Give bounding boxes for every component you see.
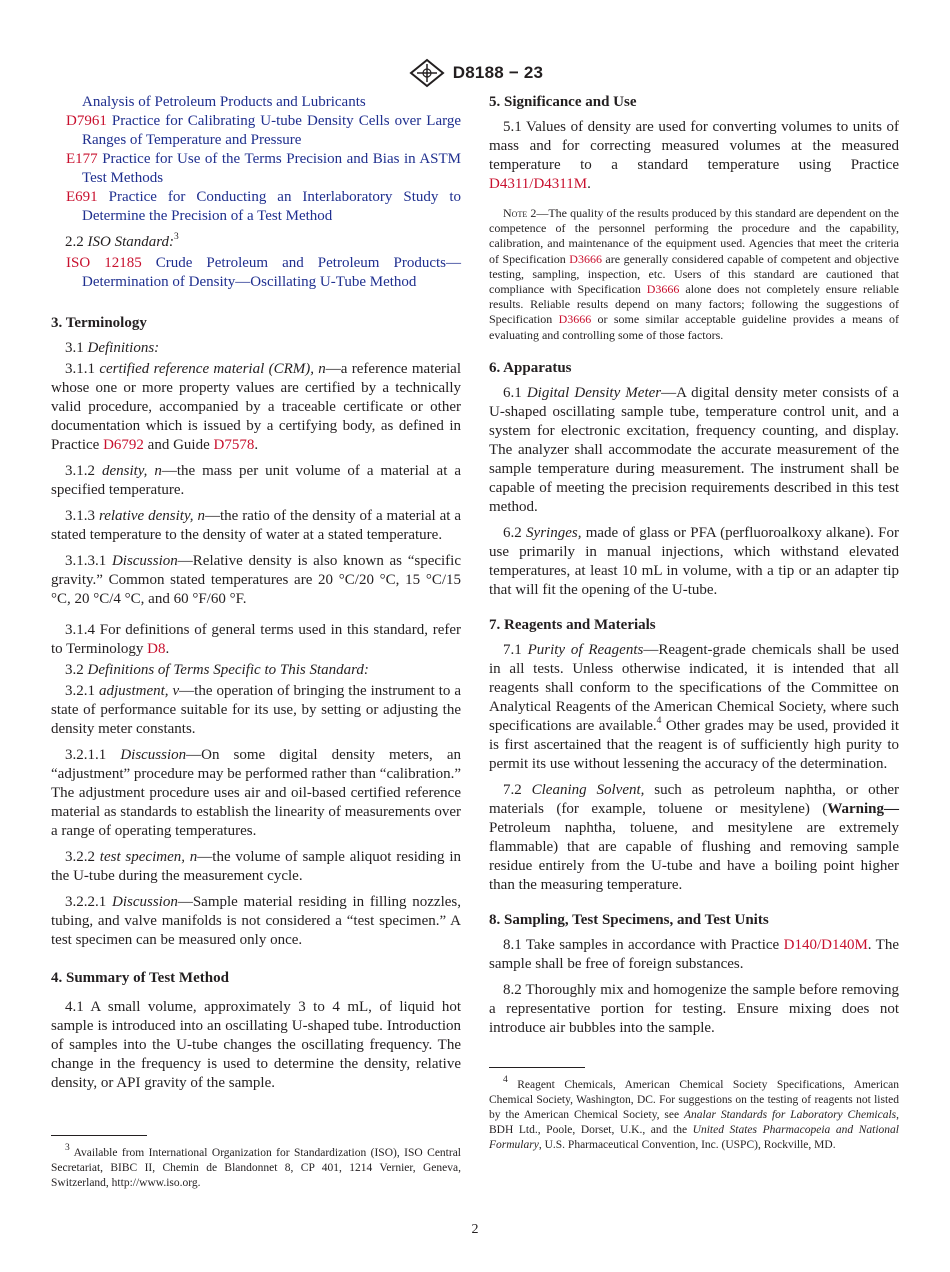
para-number: 6.1 <box>503 384 527 401</box>
para-text: —Relative density is also known as “specific gravity.” Common stated temperatures are 20 °C/20 °C, 15 °C/15 °C, 20 °C/4 °C, and 60 °F/60 °F. <box>51 553 461 607</box>
para-text: such as petroleum naphtha, or other materials (for example, toluene or mesitylene) ( <box>489 781 899 817</box>
footnote-divider <box>51 1135 147 1136</box>
discussion-label: Discussion <box>111 553 178 569</box>
para-title: Cleaning Solvent, <box>531 781 645 798</box>
reference-continuation: Analysis of Petroleum Products and Lubricants <box>82 94 366 110</box>
para-8-2: 8.2 Thoroughly mix and homogenize the sample before removing a representative portion for testing. Ensure mixing does not introduce air bubbles into the sample. <box>489 981 899 1036</box>
para-8-1 <box>489 936 899 974</box>
discussion-label: Discussion <box>120 747 187 763</box>
iso-standard-heading <box>51 233 461 252</box>
para-7-1 <box>489 641 899 774</box>
para-number: 3.1.2 <box>65 463 102 479</box>
footnote-text: , U.S. Pharmaceutical Convention, Inc. (USPC), Rockville, MD. <box>538 1138 836 1151</box>
para-text: —the operation of bringing the instrument to a state of performance suitable for its use, by setting or adjusting the density meter constants. <box>51 683 461 737</box>
para-text: —the mass per unit volume of a material at a specified temperature. <box>51 463 461 498</box>
footnote-ref-3: 3 <box>174 232 179 242</box>
para-text: and Guide <box>143 437 214 453</box>
document-designation: D8188 − 23 <box>452 63 544 82</box>
page-number: 2 <box>471 1222 479 1237</box>
para-text: . <box>254 437 259 453</box>
link-d8[interactable]: D8 <box>147 641 166 657</box>
para-3-1-2 <box>51 462 461 500</box>
ref-title-iso-12185[interactable]: Crude Petroleum and Petroleum Products—Determination of Density—Oscillating U-Tube Method <box>82 255 461 290</box>
para-number: 7.2 <box>503 781 532 798</box>
footnote-italic-title: Analar Standards for Laboratory Chemicals <box>684 1108 897 1121</box>
link-d3666[interactable]: D3666 <box>646 282 680 297</box>
para-3-1-4 <box>51 621 461 659</box>
para-number: 6.2 <box>503 524 527 541</box>
para-title: Syringes, <box>526 524 582 541</box>
link-d3666[interactable]: D3666 <box>569 251 602 266</box>
footnote-text: , BDH Ltd., Poole, Dorset, U.K., and the <box>489 1108 899 1136</box>
footnote-divider <box>489 1067 585 1068</box>
para-number: 3.1.3.1 <box>65 553 112 569</box>
para-number: 3.2 <box>65 662 88 678</box>
para-number: 3.2.2 <box>65 849 100 865</box>
para-title: Digital Density Meter <box>526 384 662 401</box>
note-label: Note <box>503 206 528 220</box>
para-3-1 <box>51 339 461 358</box>
note-2 <box>489 206 899 343</box>
para-text: —A digital density meter consists of a U-shaped oscillating sample tube, temperature control unit, and a system for electronic excitation, frequency counting, and display. The analyzer shall accommodate the accurate measurement of the sample temperature during measurement. The instrument shall be capable of meeting the precision requirements described in this test method. <box>489 384 900 515</box>
para-text: 3.1.4 For definitions of general terms used in this standard, refer to Terminology <box>51 622 461 657</box>
ref-title-d7961[interactable]: Practice for Calibrating U-tube Density Cells over Large Ranges of Temperature and Pressure <box>82 113 461 148</box>
para-text: 8.1 Take samples in accordance with Practice <box>503 936 784 953</box>
ref-code-e177[interactable]: E177 <box>66 151 98 167</box>
defined-term: test specimen, n <box>99 849 198 865</box>
para-3-1-1 <box>51 360 461 455</box>
note-text: alone does not completely ensure reliable results. Reliable results depend on many factors; following the suggestions of Specification <box>489 282 899 327</box>
link-d140[interactable]: D140/D140M <box>783 936 868 953</box>
note-text: 2—The quality of the results produced by this standard are dependent on the competence of the personnel performing the procedure and the capability, calibration, and maintenance of the equipment used. Agencies that meet the criteria of Specification <box>489 206 899 266</box>
para-text: made of glass or PFA (perfluoroalkoxy alkane). For use primarily in manual injections, which withstand elevated temperatures, at least 10 mL in volume, with a tip or an adapter tip that will fit the opening of the U-tube. <box>489 524 900 598</box>
para-6-2 <box>489 524 899 600</box>
para-text: —a reference material whose one or more property values are certified by a technically valid procedure, accompanied by a traceable certificate or other documentation which is issued by a certifying body, as defined in Practice <box>51 361 461 453</box>
para-title: Definitions: <box>87 340 160 356</box>
para-number: 3.1 <box>65 340 88 356</box>
para-title: Definitions of Terms Specific to This Standard: <box>87 662 369 678</box>
para-3-2-1-1 <box>51 746 461 841</box>
iso-heading-number: 2.2 <box>65 234 88 250</box>
link-d4311[interactable]: D4311/D4311M <box>489 176 588 192</box>
ref-title-e691[interactable]: Practice for Conducting an Interlaboratory Study to Determine the Precision of a Test Method <box>82 189 461 224</box>
footnote-marker: 3 <box>65 1143 70 1154</box>
para-text: Petroleum naphtha, toluene, and mesitylene are extremely flammable) that are capable of flushing and removing sample residue entirely from the U-tube and have a boiling point higher than the measuring temperature. <box>489 819 899 893</box>
para-text: —Reagent-grade chemicals shall be used in all tests. Unless otherwise indicated, it is intended that all reagents shall conform to the specifications of the Committee on Analytical Reagents of the American Chemical Society, where such specifications are available. <box>489 641 899 734</box>
section-4-heading: 4. Summary of Test Method <box>51 970 229 986</box>
para-3-2 <box>51 661 461 680</box>
para-3-2-2-1 <box>51 893 461 950</box>
para-number: 7.1 <box>503 641 528 658</box>
para-text: . <box>587 176 591 192</box>
link-d6792[interactable]: D6792 <box>103 437 144 453</box>
para-number: 3.1.1 <box>65 361 100 377</box>
para-text: . The sample shall be free of foreign substances. <box>489 936 899 972</box>
para-3-1-3 <box>51 507 461 545</box>
section-3-heading: 3. Terminology <box>51 315 147 331</box>
reference-iso-12185 <box>51 254 461 292</box>
para-text: . <box>165 641 170 657</box>
ref-code-d7961[interactable]: D7961 <box>66 113 107 129</box>
link-d7578[interactable]: D7578 <box>213 437 255 453</box>
note-text: or some similar acceptable guideline provides a means of evaluating and controlling some of those factors. <box>489 312 899 342</box>
para-6-1 <box>489 384 899 517</box>
link-d3666[interactable]: D3666 <box>558 312 592 327</box>
footnote-marker: 4 <box>503 1075 508 1085</box>
para-text: —the ratio of the density of a material at a stated temperature to the density of water at a stated temperature. <box>51 508 461 543</box>
para-text: —the volume of sample aliquot residing in the U-tube during the measurement cycle. <box>51 849 461 884</box>
defined-term: density, n <box>101 463 162 479</box>
para-3-2-2 <box>51 848 461 886</box>
astm-logo-icon <box>407 58 447 88</box>
footnote-3 <box>51 1143 461 1191</box>
reference-d7961 <box>51 112 461 150</box>
left-column <box>51 93 461 1191</box>
defined-term: relative density, n <box>98 508 205 524</box>
ref-code-iso-12185[interactable]: ISO 12185 <box>66 255 142 271</box>
para-text: —On some digital density meters, an “adjustment” procedure may be performed rather than “calibration.” The adjustment procedure uses air and oil-based certified reference material as standards to establish the linearity of measurements over a range of operating temperatures. <box>51 747 461 839</box>
note-text: are generally considered capable of competent and objective testing, sampling, inspection, etc. Users of this standard are cautioned that compliance with Specification <box>489 251 899 297</box>
ref-title-e177[interactable]: Practice for Use of the Terms Precision and Bias in ASTM Test Methods <box>82 151 461 186</box>
warning-label: Warning— <box>827 800 899 817</box>
footnote-ref-4: 4 <box>656 715 662 726</box>
para-text: 5.1 Values of density are used for converting volumes to units of mass and for correcting measured volumes at the measured temperature to a standard temperature using Practice <box>489 119 899 173</box>
section-5-heading: 5. Significance and Use <box>489 94 637 110</box>
footnote-text: Available from International Organization for Standardization (ISO), ISO Central Secretariat, BIBC II, Chemin de Blandonnet 8, CP 401, 1214 Vernier, Geneva, Switzerland, http://www.iso.org. <box>51 1147 461 1189</box>
section-7-heading: 7. Reagents and Materials <box>489 616 656 633</box>
para-text: Other grades may be used, provided it is first ascertained that the reagent is of sufficiently high purity to permit its use without lessening the accuracy of the determination. <box>489 717 899 772</box>
reference-e177 <box>51 150 461 188</box>
para-title: Purity of Reagents <box>527 641 644 658</box>
footnote-italic-title: United States Pharmacopeia and National Formulary <box>489 1123 899 1151</box>
section-8-heading: 8. Sampling, Test Specimens, and Test Units <box>489 911 769 928</box>
page-header <box>0 58 950 93</box>
para-number: 3.2.1 <box>65 683 99 699</box>
footnote-4 <box>489 1075 899 1153</box>
para-7-2 <box>489 781 899 895</box>
footnote-text: Reagent Chemicals, American Chemical Society Specifications, American Chemical Society, Washington, DC. For suggestions on the testing of reagents not listed by the American Chemical Society, see <box>489 1078 899 1121</box>
right-column <box>489 93 899 1153</box>
para-number: 3.2.2.1 <box>65 894 112 910</box>
iso-heading-text: ISO Standard: <box>87 234 175 250</box>
para-3-1-3-1 <box>51 552 461 609</box>
defined-term: certified reference material (CRM), n <box>99 361 326 377</box>
para-text: —Sample material residing in filling nozzles, tubing, and valve manifolds is not considered a “test specimen.” A test specimen can be measured only once. <box>51 894 461 948</box>
para-number: 3.1.3 <box>65 508 99 524</box>
para-number: 3.2.1.1 <box>65 747 121 763</box>
discussion-label: Discussion <box>111 894 178 910</box>
ref-code-e691[interactable]: E691 <box>66 189 98 205</box>
section-6-heading: 6. Apparatus <box>489 359 572 376</box>
para-4-1: 4.1 A small volume, approximately 3 to 4 mL, of liquid hot sample is introduced into an oscillating U-shaped tube. Introduction of samples into the U-tube changes the oscillating frequency. The change in the frequency is used to determine the density, relative density, or API gravity of the sample. <box>51 999 461 1091</box>
reference-e691 <box>51 188 461 226</box>
defined-term: adjustment, v <box>98 683 180 699</box>
para-3-2-1 <box>51 682 461 739</box>
para-5-1 <box>489 118 899 194</box>
